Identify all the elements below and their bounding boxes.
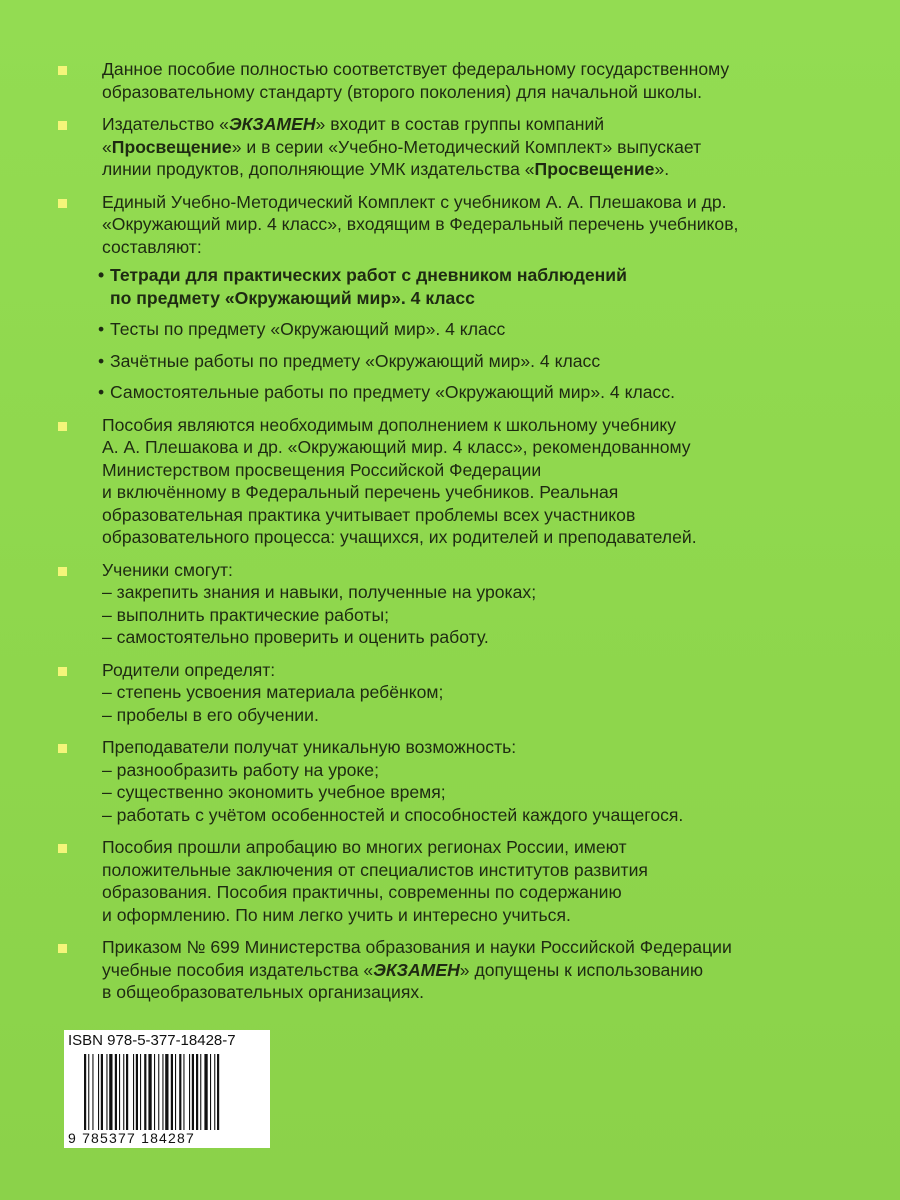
bullet-marker [58,944,67,953]
barcode-bar [171,1054,173,1130]
barcode-bar [148,1054,151,1130]
bullet-marker [58,844,67,853]
isbn-label: ISBN 978-5-377-18428-7 [68,1032,236,1049]
complex-list [58,264,888,404]
barcode-bar [101,1054,103,1130]
section-approbation [58,836,888,926]
bullet-marker [58,567,67,576]
section-order [58,936,888,1004]
text-line: и оформлению. По ним легко учить и интересно учиться. [102,904,571,925]
text-line: составляют: [102,236,202,257]
text-line: – работать с учётом особенностей и способностей каждого учащегося. [102,804,684,825]
text-line: образовательного процесса: учащихся, их родителей и преподавателей. [102,527,697,547]
list-item: • Тесты по предмету «Окружающий мир». 4 класс [98,318,888,341]
text-line: образовательному стандарту (второго поколения) для начальной школы. [102,81,703,102]
text-line: Пособия являются необходимым дополнением к школьному учебнику [102,414,677,435]
barcode-bar [133,1054,134,1130]
section-complex [58,191,888,404]
bullet-marker [58,199,67,208]
barcode-bar [154,1054,155,1130]
list-item: • Тетради для практических работ с дневником наблюдений по предмету «Окружающий мир». 4 класс [98,264,888,309]
text-line: – пробелы в его обучении. [102,704,319,725]
list-item: • Зачётные работы по предмету «Окружающий мир». 4 класс [98,350,888,373]
text-line: Издательство «ЭКЗАМЕН» входит в состав группы компаний [102,114,605,134]
text-line: «Просвещение» и в серии «Учебно-Методический Комплект» выпускает [102,136,702,157]
barcode-bar [88,1054,89,1130]
barcode-bar [200,1054,201,1130]
barcode-bar [162,1054,163,1130]
text-line: линии продуктов, дополняющие УМК издательства «Просвещение». [102,159,670,179]
text-line: – выполнить практические работы; [102,604,389,625]
barcode-bar [106,1054,107,1130]
text-line: положительные заключения от специалистов институтов развития [102,859,648,880]
barcode-digits: 9 785377 184287 [68,1130,195,1146]
list-item: • Самостоятельные работы по предмету «Окружающий мир». 4 класс. [98,381,888,404]
barcode-bar [92,1054,93,1130]
bullet-marker [58,422,67,431]
text-line: Преподаватели получат уникальную возможность: [102,737,517,757]
barcode-bar [123,1054,124,1130]
text-line: образования. Пособия практичны, современны по содержанию [102,882,622,902]
isbn-barcode-block [64,1030,270,1148]
text-line: «Окружающий мир. 4 класс», входящим в Федеральный перечень учебников, [102,214,739,234]
publisher-name: ЭКЗАМЕН [228,114,316,134]
text-line: – самостоятельно проверить и оценить работу. [102,627,489,647]
text-line: – степень усвоения материала ребёнком; [102,682,444,702]
barcode-bar [158,1054,159,1130]
barcode-bar [214,1054,215,1130]
barcode-bar [204,1054,207,1130]
barcode-bar [140,1054,141,1130]
barcode-bar [217,1054,219,1130]
text-line: в общеобразовательных организациях. [102,982,425,1002]
group-name: Просвещение [534,159,655,179]
bullet-marker [58,667,67,676]
barcode-bar [165,1054,168,1130]
text-line: учебные пособия издательства «ЭКЗАМЕН» допущены к использованию [102,959,704,980]
barcode-bar [98,1054,99,1130]
text-line: и включённому в Федеральный перечень учебников. Реальная [102,482,619,502]
text-line: Ученики смогут: [102,559,233,580]
barcode-bar [109,1054,112,1130]
barcode-bar [192,1054,194,1130]
barcode-icon [84,1054,264,1130]
text-line: Родители определят: [102,659,276,680]
barcode-bar [210,1054,211,1130]
bullet-marker [58,121,67,130]
barcode-bar [84,1054,86,1130]
section-publisher [58,113,888,181]
barcode-bar [189,1054,190,1130]
barcode-bar [196,1054,198,1130]
text-line: Министерством просвещения Российской Федерации [102,459,542,480]
barcode-bar [179,1054,181,1130]
section-standard [58,58,888,103]
barcode-bar [183,1054,184,1130]
section-parents [58,659,888,727]
text-line: – существенно экономить учебное время; [102,782,446,802]
text-line: – разнообразить работу на уроке; [102,759,379,780]
barcode-bar [126,1054,128,1130]
text-line: – закрепить знания и навыки, полученные на уроках; [102,582,537,602]
cover-text [58,58,888,1014]
text-line: Пособия прошли апробацию во многих регионах России, имеют [102,837,627,857]
section-students [58,559,888,649]
text-line: образовательная практика учитывает проблемы всех участников [102,504,636,525]
publisher-name: ЭКЗАМЕН [373,959,460,980]
section-supplement [58,414,888,549]
bullet-marker [58,744,67,753]
barcode-bar [115,1054,117,1130]
barcode-bar [175,1054,176,1130]
text-line: Приказом № 699 Министерства образования и науки Российской Федерации [102,937,732,957]
text-line: Данное пособие полностью соответствует федеральному государственному [102,59,730,79]
text-line: А. А. Плешакова и др. «Окружающий мир. 4 класс», рекомендованному [102,437,691,457]
group-name: Просвещение [111,136,232,157]
bullet-marker [58,66,67,75]
section-teachers [58,736,888,826]
barcode-bar [144,1054,146,1130]
barcode-bar [136,1054,138,1130]
text-line: Единый Учебно-Методический Комплект с учебником А. А. Плешакова и др. [102,191,727,212]
barcode-bar [119,1054,120,1130]
